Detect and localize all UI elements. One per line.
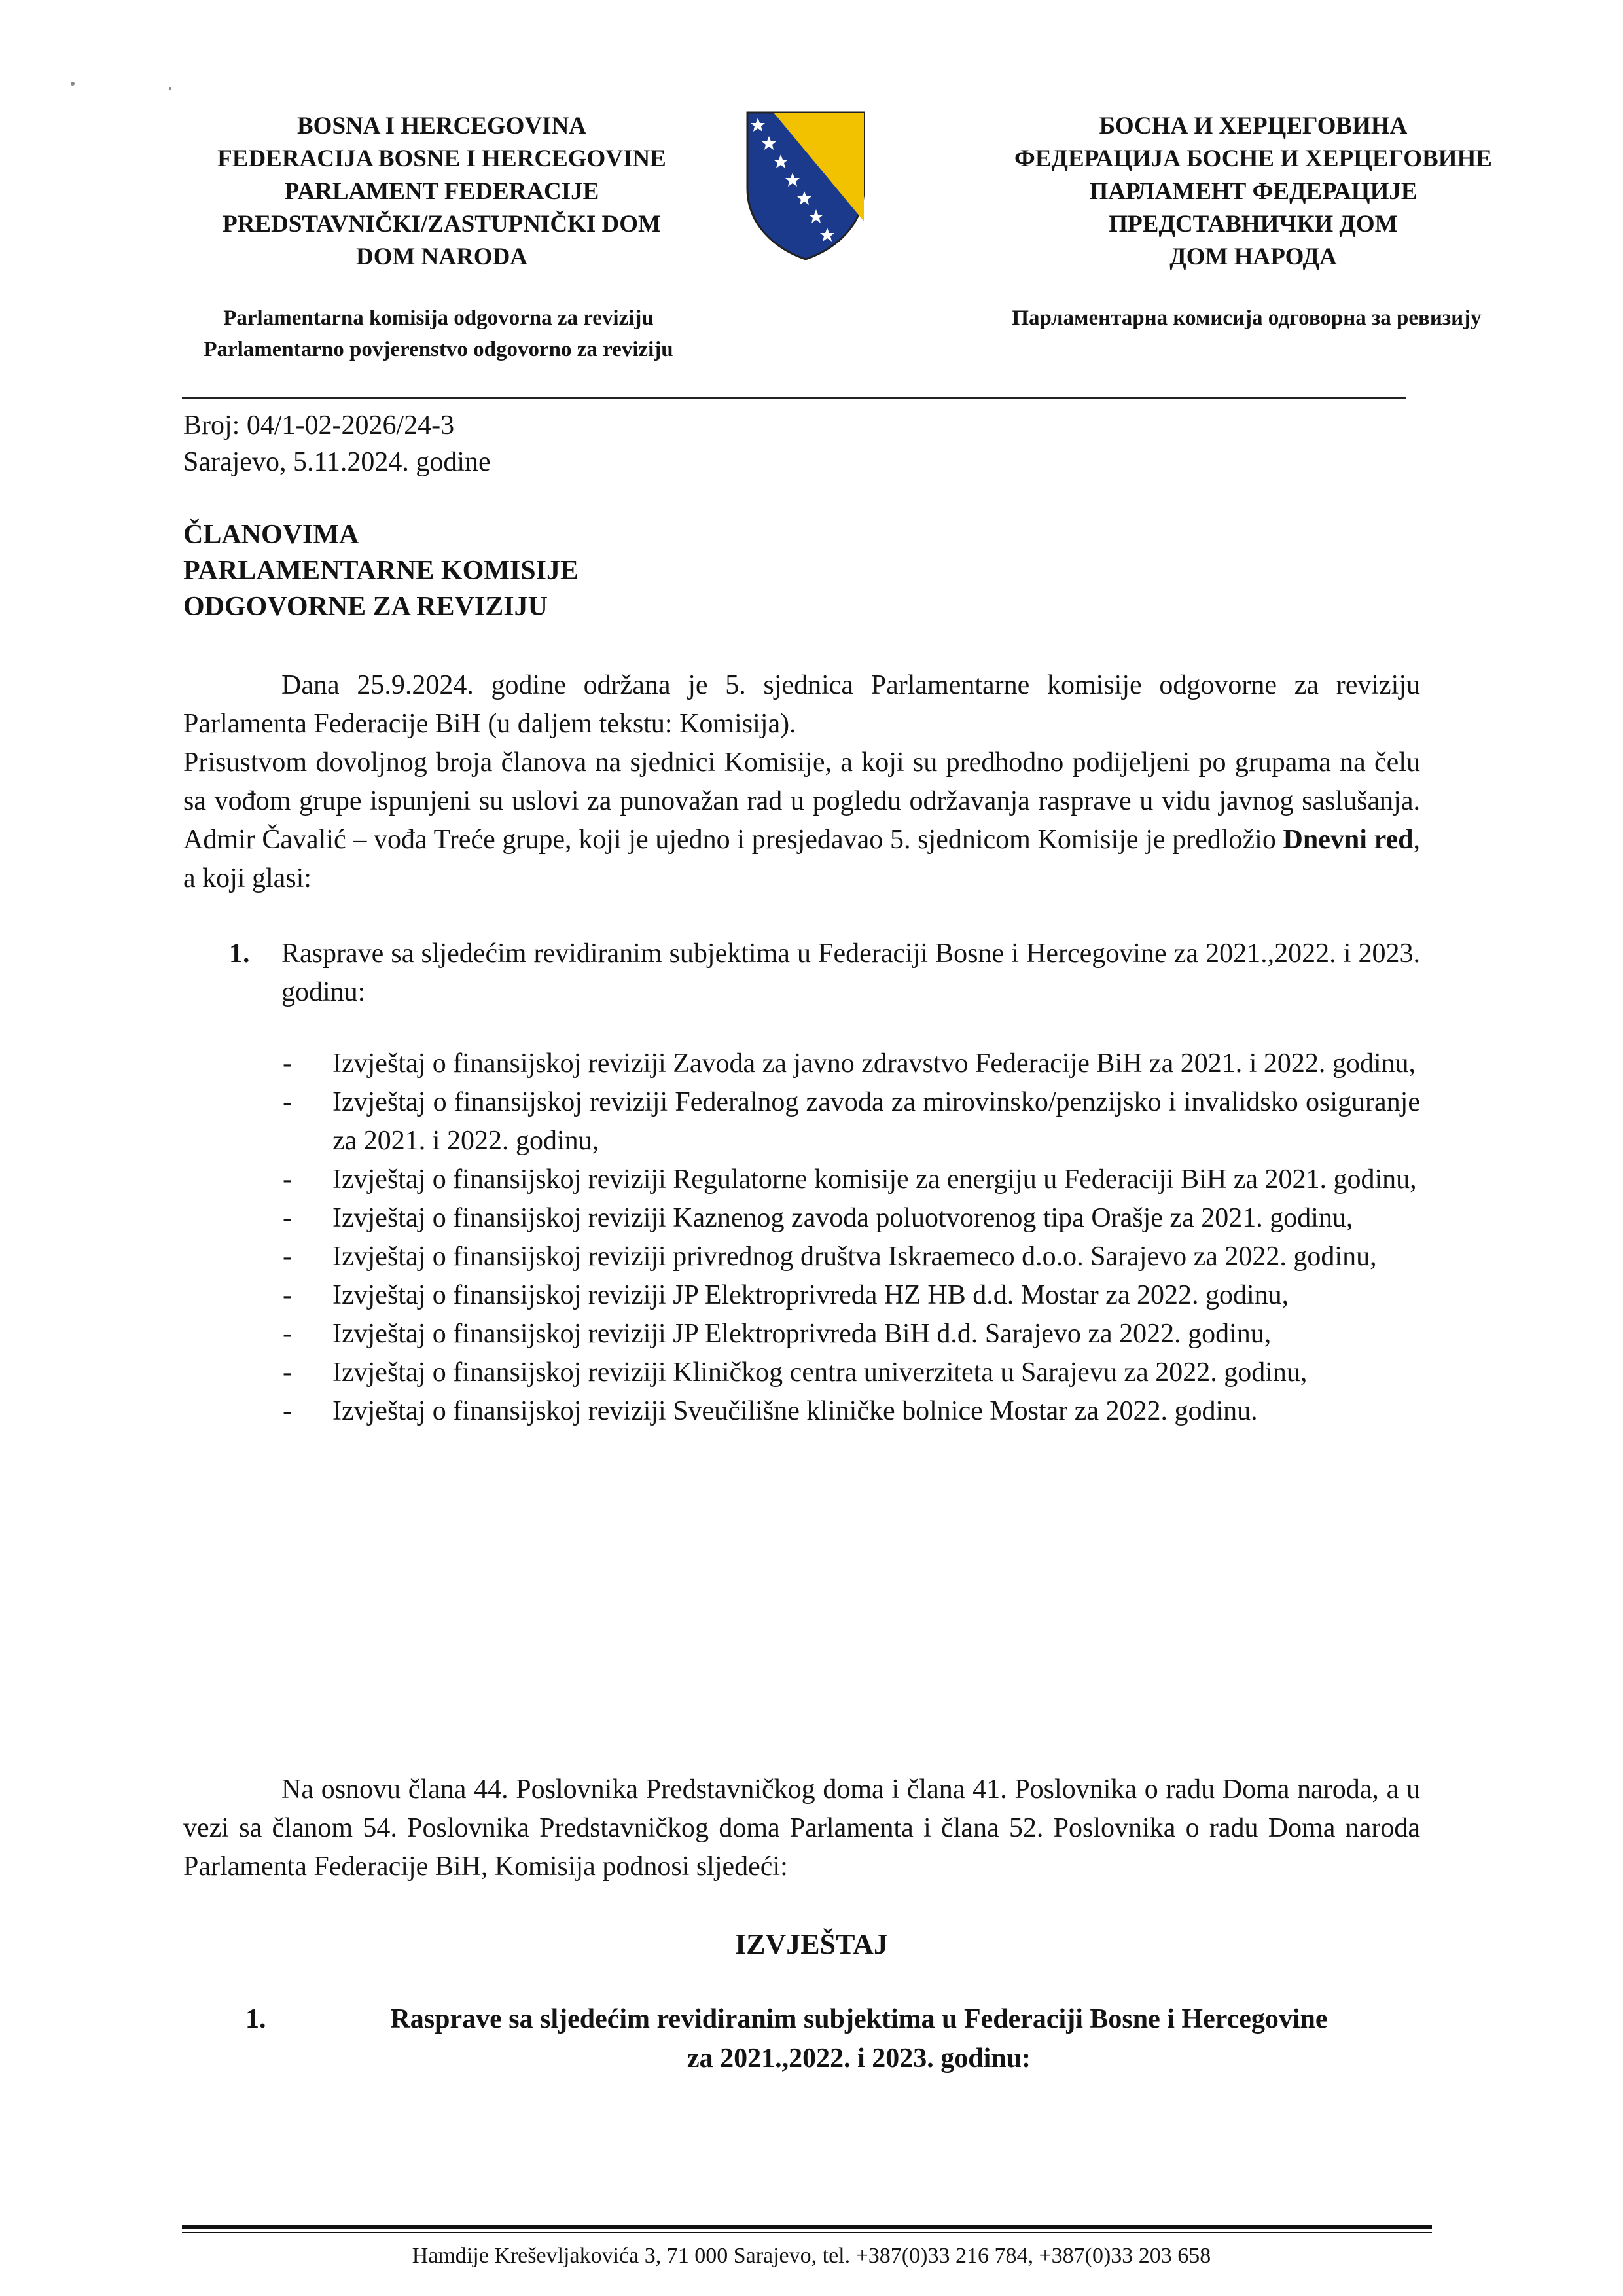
committee-name-latin bbox=[98, 302, 779, 365]
legal-basis-text: Na osnovu člana 44. Poslovnika Predstavničkog doma i člana 41. Poslovnika o radu Doma naroda, a u vezi sa članom 54. Poslovnika Predstavničkog doma Parlamenta i člana 52. Poslovnika o radu Doma naroda Parlamenta Federacije BiH, Komisija podnosi sljedeći: bbox=[183, 1774, 1420, 1882]
footer-divider bbox=[182, 2225, 1432, 2229]
agenda-number: 1. bbox=[229, 939, 250, 969]
agenda-text: Rasprave sa sljedećim revidiranim subjektima u Federaciji Bosne i Hercegovine za 2021.,2022. i 2023. godinu: bbox=[281, 939, 1420, 1007]
intro-p2-start: Prisustvom dovoljnog broja članova na sjednici Komisije, a koji su predhodno podijeljeni po grupama na čelu sa vođom grupe ispunjeni su uslovi za punovažan rad u pogledu održavanja rasprave u vidu javnog saslušanja. Admir Čavalić – vođa Treće grupe, koji je ujedno i presjedavao 5. sjednicom Komisije je predložio bbox=[183, 747, 1420, 855]
header-left-line: PREDSTAVNIČKI/ZASTUPNIČKI DOM bbox=[223, 211, 661, 238]
committee-name-cyrillic: Парламентарна комисија одговорна за ревизију bbox=[1012, 306, 1482, 330]
report-list bbox=[275, 1045, 1420, 1431]
section-number: 1. bbox=[245, 2004, 266, 2034]
list-item bbox=[275, 1160, 1420, 1199]
dash: - bbox=[283, 1164, 292, 1194]
list-item-text: Izvještaj o finansijskoj reviziji Kliničkog centra univerziteta u Sarajevu za 2022. godinu, bbox=[332, 1357, 1308, 1388]
list-item-text: Izvještaj o finansijskoj reviziji Zavoda za javno zdravstvo Federacije BiH za 2021. i 2022. godinu, bbox=[332, 1049, 1416, 1079]
list-item bbox=[275, 1083, 1420, 1160]
footer-address: Hamdije Kreševljakovića 3, 71 000 Sarajevo, tel. +387(0)33 216 784, +387(0)33 203 658 bbox=[412, 2244, 1211, 2268]
report-title: IZVJEŠTAJ bbox=[735, 1928, 888, 1960]
committee-line: Parlamentarno povjerenstvo odgovorno za reviziju bbox=[204, 338, 673, 361]
header-right-line: БОСНА И ХЕРЦЕГОВИНА bbox=[1099, 113, 1408, 139]
section-heading-line: za 2021.,2022. i 2023. godinu: bbox=[687, 2043, 1031, 2073]
addressee bbox=[183, 517, 579, 625]
header-left-line: PARLAMENT FEDERACIJE bbox=[284, 178, 599, 205]
header-right-line: ФЕДЕРАЦИЈА БОСНЕ И ХЕРЦЕГОВИНЕ bbox=[1014, 145, 1492, 172]
list-item bbox=[275, 1276, 1420, 1315]
report-section-1 bbox=[245, 2000, 1423, 2078]
footer-divider bbox=[182, 2232, 1432, 2233]
intro-p2-end: , a koji glasi: bbox=[183, 825, 1420, 893]
list-item bbox=[275, 1354, 1420, 1392]
dash: - bbox=[283, 1280, 292, 1310]
addressee-line: PARLAMENTARNE KOMISIJE bbox=[183, 556, 579, 586]
list-item-text: Izvještaj o finansijskoj reviziji JP Elektroprivreda HZ HB d.d. Mostar za 2022. godinu, bbox=[332, 1280, 1289, 1310]
list-item-text: Izvještaj o finansijskoj reviziji Kaznenog zavoda poluotvorenog tipa Orašje za 2021. godinu, bbox=[332, 1203, 1353, 1233]
addressee-line: ČLANOVIMA bbox=[183, 520, 359, 550]
agenda-item-1 bbox=[229, 935, 1420, 1012]
intro-text bbox=[183, 666, 1420, 898]
header-right bbox=[903, 110, 1603, 274]
dash: - bbox=[283, 1049, 292, 1079]
dash: - bbox=[283, 1242, 292, 1272]
dash: - bbox=[283, 1087, 292, 1117]
list-item bbox=[275, 1392, 1420, 1431]
section-heading bbox=[294, 2000, 1423, 2078]
header-left bbox=[115, 110, 769, 274]
header-right-line: ДОМ НАРОДА bbox=[1169, 243, 1337, 270]
list-item bbox=[275, 1199, 1420, 1238]
section-heading-line: Rasprave sa sljedećim revidiranim subjektima u Federaciji Bosne i Hercegovine bbox=[390, 2004, 1328, 2034]
addressee-line: ODGOVORNE ZA REVIZIJU bbox=[183, 592, 548, 622]
dash: - bbox=[283, 1203, 292, 1233]
header-left-line: DOM NARODA bbox=[355, 243, 528, 270]
header-right-line: ПРЕДСТАВНИЧКИ ДОМ bbox=[1109, 211, 1398, 238]
scan-speck bbox=[71, 82, 75, 86]
list-item-text: Izvještaj o finansijskoj reviziji Regulatorne komisije za energiju u Federaciji BiH za 2021. godinu, bbox=[332, 1164, 1417, 1194]
header-left-line: BOSNA I HERCEGOVINA bbox=[296, 113, 587, 139]
intro-paragraph-2 bbox=[183, 744, 1420, 898]
document-meta bbox=[183, 407, 491, 480]
list-item bbox=[275, 1045, 1420, 1083]
dash: - bbox=[283, 1319, 292, 1349]
header-left-line: FEDERACIJA BOSNE I HERCEGOVINE bbox=[217, 145, 666, 172]
list-item bbox=[275, 1238, 1420, 1276]
header-divider bbox=[182, 397, 1406, 399]
dash: - bbox=[283, 1396, 292, 1426]
list-item-text: Izvještaj o finansijskoj reviziji Sveučilišne kliničke bolnice Mostar za 2022. godinu. bbox=[332, 1396, 1258, 1426]
dash: - bbox=[283, 1357, 292, 1388]
header-right-line: ПАРЛАМЕНТ ФЕДЕРАЦИЈЕ bbox=[1089, 178, 1418, 205]
list-item-text: Izvještaj o finansijskoj reviziji privrednog društva Iskraemeco d.o.o. Sarajevo za 2022. godinu, bbox=[332, 1242, 1377, 1272]
agenda-term: Dnevni red bbox=[1283, 825, 1414, 855]
list-item-text: Izvještaj o finansijskoj reviziji Federalnog zavoda za mirovinsko/penzijsko i invalidsko osiguranje za 2021. i 2022. godinu, bbox=[332, 1087, 1420, 1156]
coat-of-arms-icon bbox=[745, 110, 866, 262]
intro-paragraph-1: Dana 25.9.2024. godine održana je 5. sjednica Parlamentarne komisije odgovorne za reviziju Parlamenta Federacije BiH (u daljem tekstu: Komisija). bbox=[183, 670, 1420, 739]
reference-number: Broj: 04/1-02-2026/24-3 bbox=[183, 410, 455, 440]
committee-line: Parlamentarna komisija odgovorna za reviziju bbox=[223, 306, 654, 330]
legal-basis bbox=[183, 1770, 1420, 1886]
list-item-text: Izvještaj o finansijskoj reviziji JP Elektroprivreda BiH d.d. Sarajevo za 2022. godinu, bbox=[332, 1319, 1272, 1349]
list-item bbox=[275, 1315, 1420, 1354]
scan-speck bbox=[169, 87, 171, 90]
document-date: Sarajevo, 5.11.2024. godine bbox=[183, 447, 491, 477]
